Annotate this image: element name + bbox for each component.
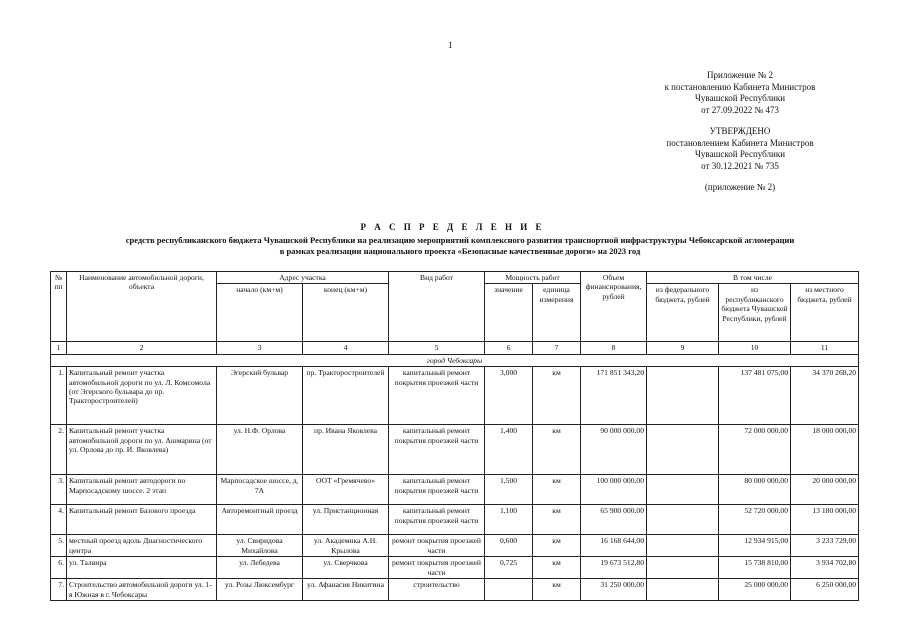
cell-unit: км xyxy=(533,535,581,557)
subtitle-line-2: в рамках реализации национального проекта «Безопасные качественные дороги» на 2023 год xyxy=(279,246,641,256)
cell-local: 20 000 000,00 xyxy=(791,475,859,505)
cell-republic: 12 934 915,00 xyxy=(719,535,791,557)
col-number: 4 xyxy=(303,342,389,354)
cell-num: 4. xyxy=(51,505,67,535)
cell-end: ул. Пристанционная xyxy=(303,505,389,535)
header-incl: В том числе xyxy=(647,272,859,284)
table-row xyxy=(51,475,859,505)
cell-local: 3 934 702,80 xyxy=(791,557,859,579)
cell-federal xyxy=(647,557,719,579)
header-value: значение xyxy=(485,284,533,342)
header-name: Наименование автомобильной дороги, объекта xyxy=(67,272,217,342)
col-number: 6 xyxy=(485,342,533,354)
col-number: 9 xyxy=(647,342,719,354)
cell-end: ул. Академика А.Н. Крылова xyxy=(303,535,389,557)
approved-line: УТВЕРЖДЕНО xyxy=(709,126,771,136)
table-row xyxy=(51,367,859,425)
header-address: Адрес участка xyxy=(217,272,389,284)
header-funding: Объем финансирования, рублей xyxy=(581,272,647,342)
approved-line: Чувашской Республики xyxy=(694,149,786,159)
cell-value: 1,100 xyxy=(485,505,533,535)
table-row xyxy=(51,579,859,601)
cell-work: ремонт покрытия проезжей части xyxy=(389,557,485,579)
cell-value: 1,500 xyxy=(485,475,533,505)
cell-name: Капитальный ремонт участка автомобильной дороги по ул. Л. Комсомола (от Эгерского бульвара до пр. Тракторостроителей) xyxy=(67,367,217,425)
cell-num: 3. xyxy=(51,475,67,505)
cell-end: ул. Афанасия Никитина xyxy=(303,579,389,601)
cell-work: капитальный ремонт покрытия проезжей части xyxy=(389,367,485,425)
cell-total: 31 250 000,00 xyxy=(581,579,647,601)
cell-name: ул. Талвира xyxy=(67,557,217,579)
col-number: 5 xyxy=(389,342,485,354)
cell-federal xyxy=(647,367,719,425)
cell-start: Марпосадское шоссе, д. 7А xyxy=(217,475,303,505)
approved-line: от 30.12.2021 № 735 xyxy=(701,160,779,171)
table-row xyxy=(51,535,859,557)
page-number: 1 xyxy=(448,40,453,50)
col-number: 2 xyxy=(67,342,217,354)
cell-work: капитальный ремонт покрытия проезжей части xyxy=(389,425,485,475)
cell-num: 5. xyxy=(51,535,67,557)
cell-work: капитальный ремонт покрытия проезжей части xyxy=(389,505,485,535)
col-number: 3 xyxy=(217,342,303,354)
cell-end: пр. Ивана Яковлева xyxy=(303,425,389,475)
cell-republic: 25 000 000,00 xyxy=(719,579,791,601)
cell-republic: 137 481 075,00 xyxy=(719,367,791,425)
col-number: 11 xyxy=(791,342,859,354)
header-unit: единица измерения xyxy=(533,284,581,342)
cell-unit: км xyxy=(533,475,581,505)
cell-unit: км xyxy=(533,579,581,601)
header-local: из местного бюджета, рублей xyxy=(791,284,859,342)
subtitle-line-1: средств республиканского бюджета Чувашской Республики на реализацию мероприятий комплексного развития транспортной инфраструктуры Чебоксарской агломерации xyxy=(125,235,795,245)
cell-federal xyxy=(647,505,719,535)
document-subtitle xyxy=(60,235,860,257)
cell-value xyxy=(485,579,533,601)
header-federal: из федерального бюджета, рублей xyxy=(647,284,719,342)
cell-total: 16 168 644,00 xyxy=(581,535,647,557)
cell-republic: 52 720 000,00 xyxy=(719,505,791,535)
header-work: Вид работ xyxy=(389,272,485,342)
cell-unit: км xyxy=(533,505,581,535)
table-row xyxy=(51,505,859,535)
cell-start: Эгерский бульвар xyxy=(217,367,303,425)
cell-value: 1,400 xyxy=(485,425,533,475)
header-end: конец (км+м) xyxy=(303,284,389,342)
cell-work: ремонт покрытия проезжей части xyxy=(389,535,485,557)
col-number: 7 xyxy=(533,342,581,354)
cell-federal xyxy=(647,475,719,505)
cell-name: Капитальный ремонт автодороги по Марпосадскому шоссе. 2 этап xyxy=(67,475,217,505)
appendix-line: Приложение № 2 xyxy=(707,70,773,80)
cell-end: ул. Сверчкова xyxy=(303,557,389,579)
cell-name: Строительство автомобильной дороги ул. 1-я Южная в г. Чебоксары xyxy=(67,579,217,601)
table-row xyxy=(51,425,859,475)
appendix-line: от 27.09.2022 № 473 xyxy=(701,104,779,115)
col-number: 1 xyxy=(51,342,67,354)
col-number: 10 xyxy=(719,342,791,354)
cell-start: ул. Розы Люксембург xyxy=(217,579,303,601)
document-title: Р А С П Р Е Д Е Л Е Н И Е xyxy=(360,222,545,232)
cell-name: Капитальный ремонт участка автомобильной дороги по ул. Ашмарина (от ул. Орлова до пр. И. Яковлева) xyxy=(67,425,217,475)
cell-end: пр. Тракторостроителей xyxy=(303,367,389,425)
cell-num: 6. xyxy=(51,557,67,579)
cell-unit: км xyxy=(533,367,581,425)
header-start: начало (км+м) xyxy=(217,284,303,342)
cell-start: ул. Н.Ф. Орлова xyxy=(217,425,303,475)
cell-local: 6 250 000,00 xyxy=(791,579,859,601)
cell-name: местный проезд вдоль Диагностического центра xyxy=(67,535,217,557)
cell-local: 13 180 000,00 xyxy=(791,505,859,535)
cell-name: Капитальный ремонт Базового проезда xyxy=(67,505,217,535)
header-republic: из республиканского бюджета Чувашской Республики, рублей xyxy=(719,284,791,342)
cell-local: 18 000 000,00 xyxy=(791,425,859,475)
appendix-note: (приложение № 2) xyxy=(704,182,776,192)
appendix-line: Чувашской Республики xyxy=(694,93,786,103)
cell-total: 171 851 343,20 xyxy=(581,367,647,425)
cell-republic: 72 000 000,00 xyxy=(719,425,791,475)
cell-value: 0,725 xyxy=(485,557,533,579)
cell-end: ООТ «Гремячево» xyxy=(303,475,389,505)
cell-total: 90 000 000,00 xyxy=(581,425,647,475)
cell-federal xyxy=(647,535,719,557)
cell-num: 2. xyxy=(51,425,67,475)
city-section-label: город Чебоксары xyxy=(51,354,859,366)
cell-num: 7. xyxy=(51,579,67,601)
table-row xyxy=(51,557,859,579)
cell-republic: 15 738 810,00 xyxy=(719,557,791,579)
cell-start: ул. Свиридова Михайлова xyxy=(217,535,303,557)
cell-start: ул. Лебедева xyxy=(217,557,303,579)
cell-work: строительство xyxy=(389,579,485,601)
appendix-block xyxy=(660,70,820,194)
header-capacity: Мощность работ xyxy=(485,272,581,284)
cell-republic: 80 000 000,00 xyxy=(719,475,791,505)
cell-total: 100 000 000,00 xyxy=(581,475,647,505)
cell-total: 19 673 512,80 xyxy=(581,557,647,579)
appendix-line: к постановлению Кабинета Министров xyxy=(664,81,816,92)
cell-start: Авторемонтный проезд xyxy=(217,505,303,535)
cell-unit: км xyxy=(533,557,581,579)
cell-unit: км xyxy=(533,425,581,475)
cell-value: 0,600 xyxy=(485,535,533,557)
cell-local: 3 233 729,00 xyxy=(791,535,859,557)
cell-federal xyxy=(647,579,719,601)
cell-work: капитальный ремонт покрытия проезжей части xyxy=(389,475,485,505)
col-number: 8 xyxy=(581,342,647,354)
cell-num: 1. xyxy=(51,367,67,425)
cell-federal xyxy=(647,425,719,475)
cell-value: 3,000 xyxy=(485,367,533,425)
approved-line: постановлением Кабинета Министров xyxy=(666,137,814,148)
header-num: № пп xyxy=(51,272,67,342)
distribution-table xyxy=(50,271,859,601)
cell-local: 34 370 268,20 xyxy=(791,367,859,425)
cell-total: 65 900 000,00 xyxy=(581,505,647,535)
